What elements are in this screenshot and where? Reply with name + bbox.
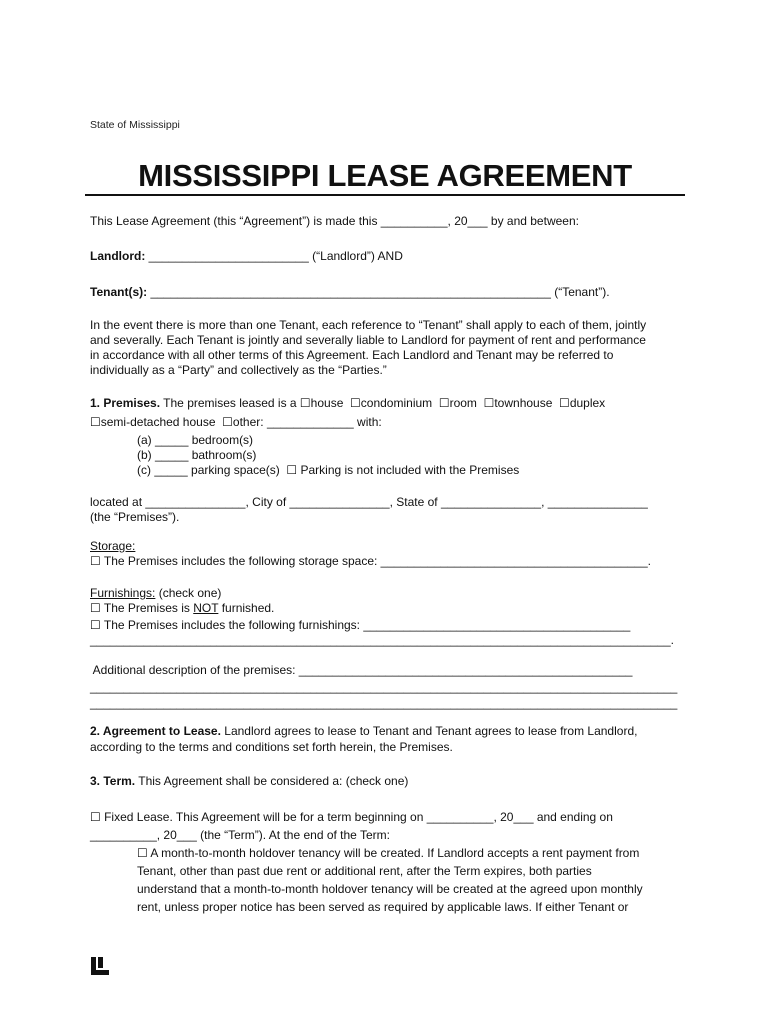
- fixed-lease-line: __________, 20___ (the “Term”). At the end of the Term:: [90, 828, 390, 842]
- furnishings-note: (check one): [155, 586, 222, 600]
- fixed-lease-line: ☐ Fixed Lease. This Agreement will be for a term beginning on __________, 20___ and ending on: [90, 810, 613, 824]
- holdover-line: Tenant, other than past due rent or additional rent, after the Term expires, both parties: [137, 864, 592, 878]
- multi-tenant-paragraph-line: In the event there is more than one Tenant, each reference to “Tenant” shall apply to each of them, jointly: [90, 318, 647, 332]
- not-furnished-line: [90, 601, 274, 616]
- lawdistrict-logo-icon: [91, 957, 109, 975]
- premises-location-line: located at _______________, City of _______________, State of _______________, _______________: [90, 495, 648, 509]
- storage-heading: Storage:: [90, 539, 136, 553]
- term-heading: 3. Term.: [90, 774, 136, 788]
- holdover-line: ☐ A month-to-month holdover tenancy will be created. If Landlord accepts a rent payment from: [137, 846, 640, 860]
- furnishings-heading-line: [90, 586, 221, 601]
- tenant-label: Tenant(s):: [90, 285, 148, 299]
- term-line: [90, 774, 408, 789]
- tenant-blank: ____________________________________________________________ (“Tenant”).: [147, 285, 610, 299]
- multi-tenant-paragraph-line: and severally. Each Tenant is jointly and severally liable to Landlord for payment of rent and performance: [90, 333, 646, 347]
- title-divider: [85, 194, 685, 196]
- bedrooms-line: (a) _____ bedroom(s): [137, 433, 254, 447]
- not-word: NOT: [193, 601, 219, 615]
- premises-heading: 1. Premises.: [90, 396, 161, 410]
- not-furnished-prefix: ☐ The Premises is: [90, 601, 194, 615]
- tenant-line: [90, 285, 610, 300]
- agreement-text: Landlord agrees to lease to Tenant and Tenant agrees to lease from Landlord,: [220, 724, 638, 738]
- premises-type-line: [90, 396, 605, 411]
- premises-definition: (the “Premises”).: [90, 510, 180, 524]
- agreement-heading: 2. Agreement to Lease.: [90, 724, 221, 738]
- agreement-to-lease-line: [90, 724, 637, 739]
- furnishings-continuation: _______________________________________________________________________________________.: [90, 633, 674, 647]
- parking-line: (c) _____ parking space(s) ☐ Parking is not included with the Premises: [137, 463, 520, 477]
- not-furnished-suffix: furnished.: [218, 601, 275, 615]
- landlord-blank: ________________________ (“Landlord”) AND: [145, 249, 403, 263]
- holdover-line: understand that a month-to-month holdover tenancy will be created at the agreed upon monthly: [137, 882, 643, 896]
- landlord-line: [90, 249, 403, 264]
- storage-line: ☐ The Premises includes the following storage space: ________________________________________.: [90, 554, 651, 568]
- agreement-text-line: according to the terms and conditions set forth herein, the Premises.: [90, 740, 453, 754]
- furnishings-heading: Furnishings:: [90, 586, 156, 600]
- furnishings-line: ☐ The Premises includes the following furnishings: ________________________________________: [90, 618, 631, 632]
- agreement-date-line: This Lease Agreement (this “Agreement”) is made this __________, 20___ by and between:: [90, 214, 579, 228]
- state-label: State of Mississippi: [90, 119, 180, 131]
- document-title: MISSISSIPPI LEASE AGREEMENT: [138, 158, 632, 193]
- blank-line: ________________________________________________________________________________________: [90, 680, 678, 694]
- blank-line: ________________________________________________________________________________________: [90, 696, 678, 710]
- multi-tenant-paragraph-line: in accordance with all other terms of this Agreement. Each Landlord and Tenant may be referred to: [90, 348, 614, 362]
- additional-description-line: Additional description of the premises: __________________________________________________: [90, 663, 633, 677]
- bathrooms-line: (b) _____ bathroom(s): [137, 448, 257, 462]
- premises-type-options: The premises leased is a ☐house ☐condominium ☐room ☐townhouse ☐duplex: [160, 396, 606, 410]
- holdover-line: rent, unless proper notice has been served as required by applicable laws. If either Tenant or: [137, 900, 629, 914]
- premises-other-line: ☐semi-detached house ☐other: _____________ with:: [90, 415, 382, 429]
- multi-tenant-paragraph-line: individually as a “Party” and collectively as the “Parties.”: [90, 363, 387, 377]
- landlord-label: Landlord:: [90, 249, 146, 263]
- term-text: This Agreement shall be considered a: (check one): [135, 774, 409, 788]
